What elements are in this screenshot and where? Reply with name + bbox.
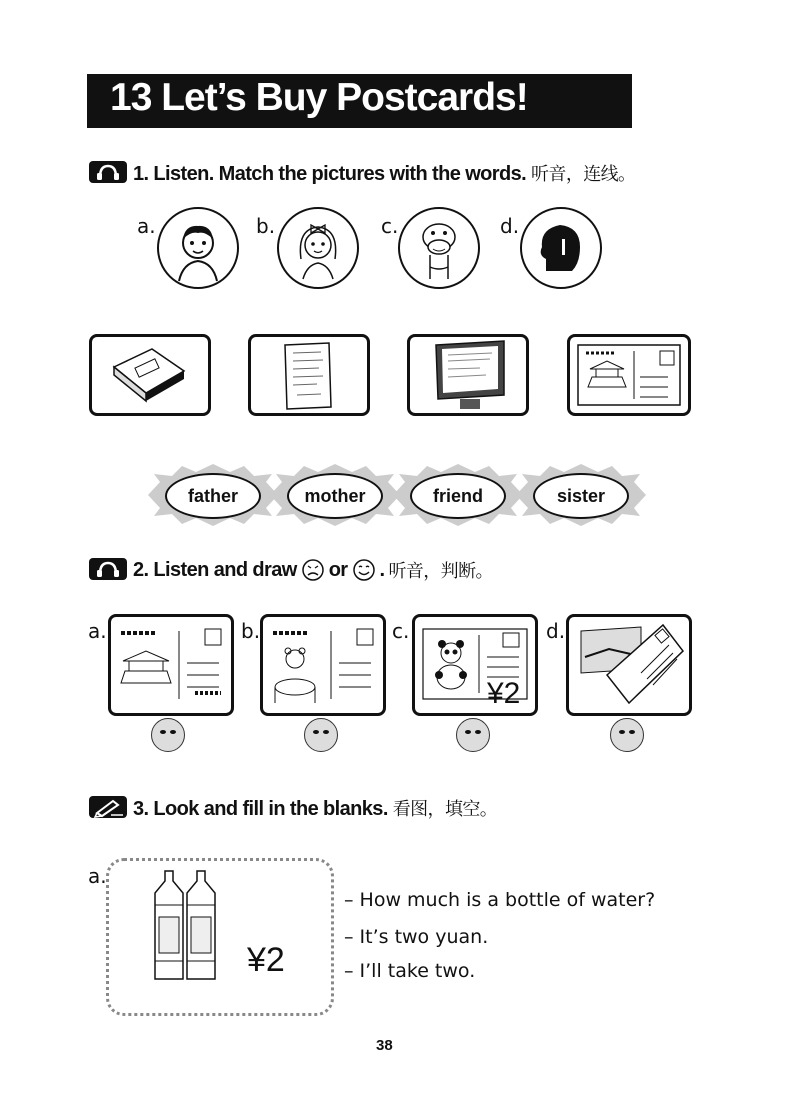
postcard-icon <box>567 334 691 416</box>
page-title: 13 Let’s Buy Postcards! <box>110 76 528 119</box>
silhouette-head-icon <box>520 207 602 289</box>
headphones-icon <box>89 558 127 580</box>
postcard-panda-icon <box>412 614 538 716</box>
dialog-line-2: – It’s two yuan. <box>344 926 489 948</box>
water-bottles-icon <box>109 861 331 1013</box>
section-3-title: 3. Look and fill in the blanks. 看图，填空。 <box>133 798 498 820</box>
postcard-letter-b: b. <box>241 619 261 643</box>
postcard-greatwall-icon <box>566 614 692 716</box>
postcard-c-price: ¥2 <box>487 677 521 710</box>
circle-letter-c: c. <box>381 214 399 238</box>
pencil-write-icon <box>89 796 127 818</box>
section-2-title: 2. Listen and draw or . 听音，判断。 <box>133 558 493 582</box>
circle-letter-b: b. <box>256 214 276 238</box>
postcard-letter-a: a. <box>88 619 107 643</box>
word-friend: friend <box>387 464 529 531</box>
blank-face-d[interactable] <box>610 718 644 752</box>
postcard-letter-d: d. <box>546 619 566 643</box>
word-sister: sister <box>510 464 652 531</box>
headphones-icon <box>89 161 127 183</box>
letter-icon <box>248 334 370 416</box>
blank-face-c[interactable] <box>456 718 490 752</box>
cartoon-dog-icon <box>398 207 480 289</box>
postcard-bear-icon <box>260 614 386 716</box>
word-father: father <box>142 464 284 531</box>
dialog-line-3: – I’ll take two. <box>344 960 476 982</box>
circle-letter-d: d. <box>500 214 520 238</box>
happy-face-icon <box>352 558 376 582</box>
water-price: ¥2 <box>247 941 285 979</box>
sad-face-icon <box>301 558 325 582</box>
boy-face-icon <box>157 207 239 289</box>
blank-face-b[interactable] <box>304 718 338 752</box>
postcard-tiananmen-icon <box>108 614 234 716</box>
fill-letter-a: a. <box>88 864 107 888</box>
word-mother: mother <box>264 464 406 531</box>
blank-face-a[interactable] <box>151 718 185 752</box>
circle-letter-a: a. <box>137 214 156 238</box>
section-1-title: 1. Listen. Match the pictures with the words. 听音，连线。 <box>133 163 636 185</box>
girl-face-icon <box>277 207 359 289</box>
book-icon <box>89 334 211 416</box>
postcard-letter-c: c. <box>392 619 410 643</box>
computer-email-icon <box>407 334 529 416</box>
dialog-line-1: – How much is a bottle of water? <box>344 889 656 911</box>
page-number: 38 <box>376 1037 393 1054</box>
water-bottles-frame <box>106 858 334 1016</box>
